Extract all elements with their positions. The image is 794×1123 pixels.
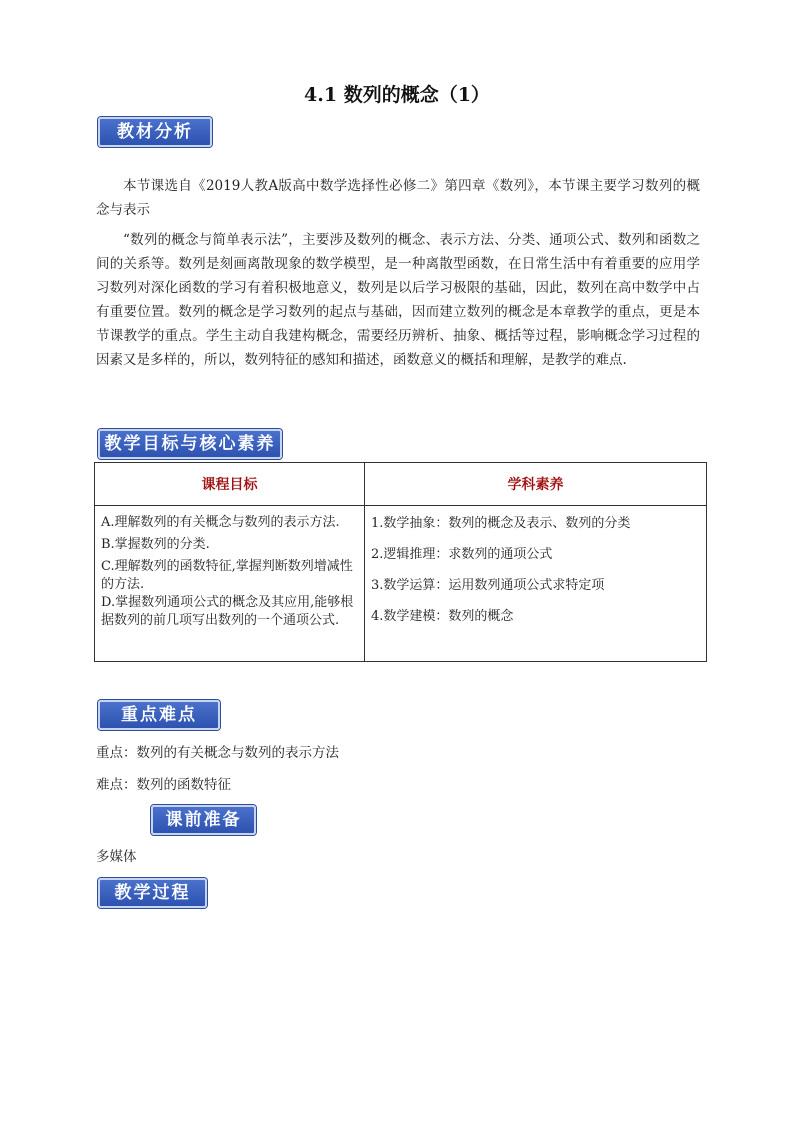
section-badge-preparation: 课前准备 bbox=[151, 805, 256, 835]
preparation-text: 多媒体 bbox=[96, 849, 137, 865]
key-point-text: 重点：数列的有关概念与数列的表示方法 bbox=[96, 745, 339, 761]
objective-item: C.理解数列的函数特征,掌握判断数列增减性的方法. bbox=[101, 559, 353, 592]
goals-table-header-row bbox=[95, 463, 707, 506]
literacy-cell bbox=[365, 506, 707, 662]
header-subject-literacy: 学科素养 bbox=[365, 463, 707, 506]
section-badge-key-points: 重点难点 bbox=[98, 700, 220, 730]
header-course-objectives: 课程目标 bbox=[95, 463, 365, 506]
goals-table-row bbox=[95, 506, 707, 662]
objective-item: D.掌握数列通项公式的概念及其应用,能够根据数列的前几项写出数列的一个通项公式. bbox=[101, 595, 354, 628]
literacy-item: 4.数学建模：数列的概念 bbox=[371, 609, 514, 624]
analysis-paragraph-1: 本节课选自《2019人教A版高中数学选择性必修二》第四章《数列》，本节课主要学习数列的概念与表示 bbox=[96, 178, 700, 218]
literacy-item: 2.逻辑推理：求数列的通项公式 bbox=[371, 547, 553, 562]
literacy-item: 1.数学抽象：数列的概念及表示、数列的分类 bbox=[371, 516, 631, 531]
page-title: 4.1 数列的概念（1） bbox=[304, 84, 490, 106]
objectives-cell bbox=[95, 506, 365, 662]
section-badge-analysis: 教材分析 bbox=[98, 117, 212, 147]
objective-item: A.理解数列的有关概念与数列的表示方法. bbox=[101, 515, 340, 530]
section-badge-goals: 教学目标与核心素养 bbox=[98, 429, 282, 459]
literacy-item: 3.数学运算：运用数列通项公式求特定项 bbox=[371, 578, 605, 593]
difficulty-text: 难点：数列的函数特征 bbox=[96, 777, 231, 793]
section-badge-process: 教学过程 bbox=[98, 878, 207, 908]
analysis-paragraph-2: “数列的概念与简单表示法”，主要涉及数列的概念、表示方法、分类、通项公式、数列和函数之间的关系等。数列是刻画离散现象的数学模型，是一种离散型函数，在日常生活中有着重要的应用学习数列对深化函数的学习有着积极地意义，数列是以后学习极限的基础，因此，数列在高中数学中占有重要位置。数列的概念是学习数列的起点与基础，因而建立数列的概念是本章教学的重点，更是本节课教学的重点。学生主动自我建构概念，需要经历辨析、抽象、概括等过程，影响概念学习过程的因素又是多样的，所以，数列特征的感知和描述，函数意义的概括和理解，是教学的难点. bbox=[96, 232, 700, 368]
objective-item: B.掌握数列的分类. bbox=[101, 537, 210, 552]
goals-table bbox=[94, 462, 707, 662]
